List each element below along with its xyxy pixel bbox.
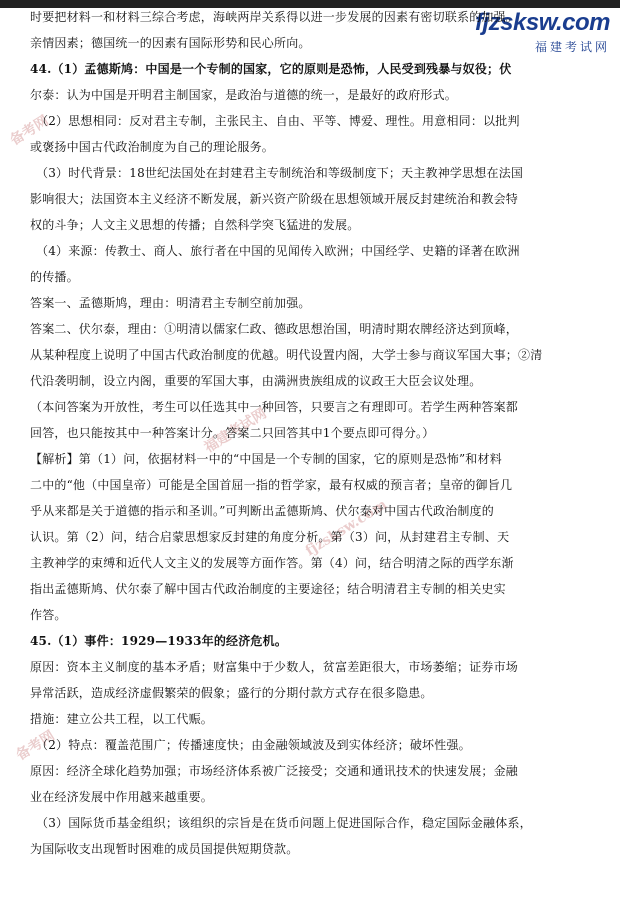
- text-line: 为国际收支出现暂时困难的成员国提供短期贷款。: [30, 842, 299, 856]
- text-line: 措施：建立公共工程，以工代赈。: [30, 712, 214, 726]
- text-line: 二中的“他（中国皇帝）可能是全国首屈一指的哲学家，最有权威的预言者；皇帝的御旨几: [30, 478, 513, 492]
- watermark-stamp: 备考网: [7, 112, 52, 149]
- text-line: （3）时代背景：18世纪法国处在封建君主专制统治和等级制度下；天主教神学思想在法国: [36, 166, 524, 180]
- analysis-heading: 【解析】第（1）问，依据材料一中的“中国是一个专制的国家，它的原则是恐怖”和材料: [30, 452, 502, 466]
- watermark-stamp: fjzsksw.com: [302, 496, 390, 560]
- text-line: 乎从来都是关于道德的指示和圣训。”可判断出孟德斯鸠、伏尔泰对中国古代政治制度的: [30, 504, 494, 518]
- text-line: 作答。: [30, 608, 67, 622]
- text-line: 原因：经济全球化趋势加强；市场经济体系被广泛接受；交通和通讯技术的快速发展；金融: [30, 764, 519, 778]
- text-line: 亲情因素；德国统一的因素有国际形势和民心所向。: [30, 36, 311, 50]
- text-line: 业在经济发展中作用越来越重要。: [30, 790, 214, 804]
- question-45-heading: 45.（1）事件：1929—1933年的经济危机。: [30, 634, 288, 648]
- text-line: （2）特点：覆盖范围广；传播速度快；由金融领域波及到实体经济；破坏性强。: [36, 738, 471, 752]
- text-line: 原因：资本主义制度的基本矛盾；财富集中于少数人，贫富差距很大，市场萎缩；证券市场: [30, 660, 519, 674]
- text-line: 权的斗争；人文主义思想的传播；自然科学突飞猛进的发展。: [30, 218, 360, 232]
- text-line: （3）国际货币基金组织；该组织的宗旨是在货币问题上促进国际合作，稳定国际金融体系，: [36, 816, 532, 830]
- text-line: 影响很大；法国资本主义经济不断发展，新兴资产阶级在思想领域开展反封建统治和教会特: [30, 192, 519, 206]
- text-line: （4）来源：传教士、商人、旅行者在中国的见闻传入欧洲；中国经学、史籍的译著在欧洲: [36, 244, 520, 258]
- text-line: 答案一、孟德斯鸠，理由：明清君主专制空前加强。: [30, 296, 311, 310]
- text-line: 代沿袭明制，设立内阁，重要的军国大事，由满洲贵族组成的议政王大臣会议处理。: [30, 374, 482, 388]
- text-line: 答案二、伏尔泰，理由：①明清以儒家仁政、德政思想治国，明清时期农牌经济达到顶峰，: [30, 322, 519, 336]
- text-line: 回答，也只能按其中一种答案计分。答案二只回答其中1个要点即可得分。）: [30, 426, 435, 440]
- question-44-heading: 44.（1）孟德斯鸠：中国是一个专制的国家，它的原则是恐怖，人民受到残暴与奴役；伏: [30, 62, 512, 76]
- text-line: 或褒扬中国古代政治制度为自己的理论服务。: [30, 140, 275, 154]
- text-line: （2）思想相同：反对君主专制，主张民主、自由、平等、博爱、理性。用意相同：以批判: [36, 114, 520, 128]
- logo-brand: fjzsksw.com: [475, 9, 610, 36]
- text-line: 时要把材料一和材料三综合考虑，海峡两岸关系得以进一步发展的因素有密切联系的加强。: [30, 10, 519, 24]
- logo-slogan: 福建考试网: [534, 40, 610, 54]
- text-line: 的传播。: [30, 270, 79, 284]
- text-line: 异常活跃，造成经济虚假繁荣的假象；盛行的分期付款方式存在很多隐患。: [30, 686, 433, 700]
- answer-content: [30, 4, 585, 862]
- text-line: 认识。第（2）问，结合启蒙思想家反封建的角度分析。第（3）问，从封建君主专制、天: [30, 530, 510, 544]
- watermark-stamp: 福建考试网: [201, 405, 270, 457]
- watermark-stamp: 备考网: [13, 727, 58, 764]
- text-line: 主教神学的束缚和近代人文主义的发展等方面作答。第（4）问，结合明清之际的西学东渐: [30, 556, 514, 570]
- text-line: 尔泰：认为中国是开明君主制国家，是政治与道德的统一，是最好的政府形式。: [30, 88, 458, 102]
- text-line: 从某种程度上说明了中国古代政治制度的优越。明代设置内阁，大学士参与商议军国大事；②清: [30, 348, 543, 362]
- text-line: （本问答案为开放性，考生可以任选其中一种回答，只要言之有理即可。若学生两种答案都: [30, 400, 519, 414]
- text-line: 指出孟德斯鸠、伏尔泰了解中国古代政治制度的主要途径；结合明清君主专制的相关史实: [30, 582, 506, 596]
